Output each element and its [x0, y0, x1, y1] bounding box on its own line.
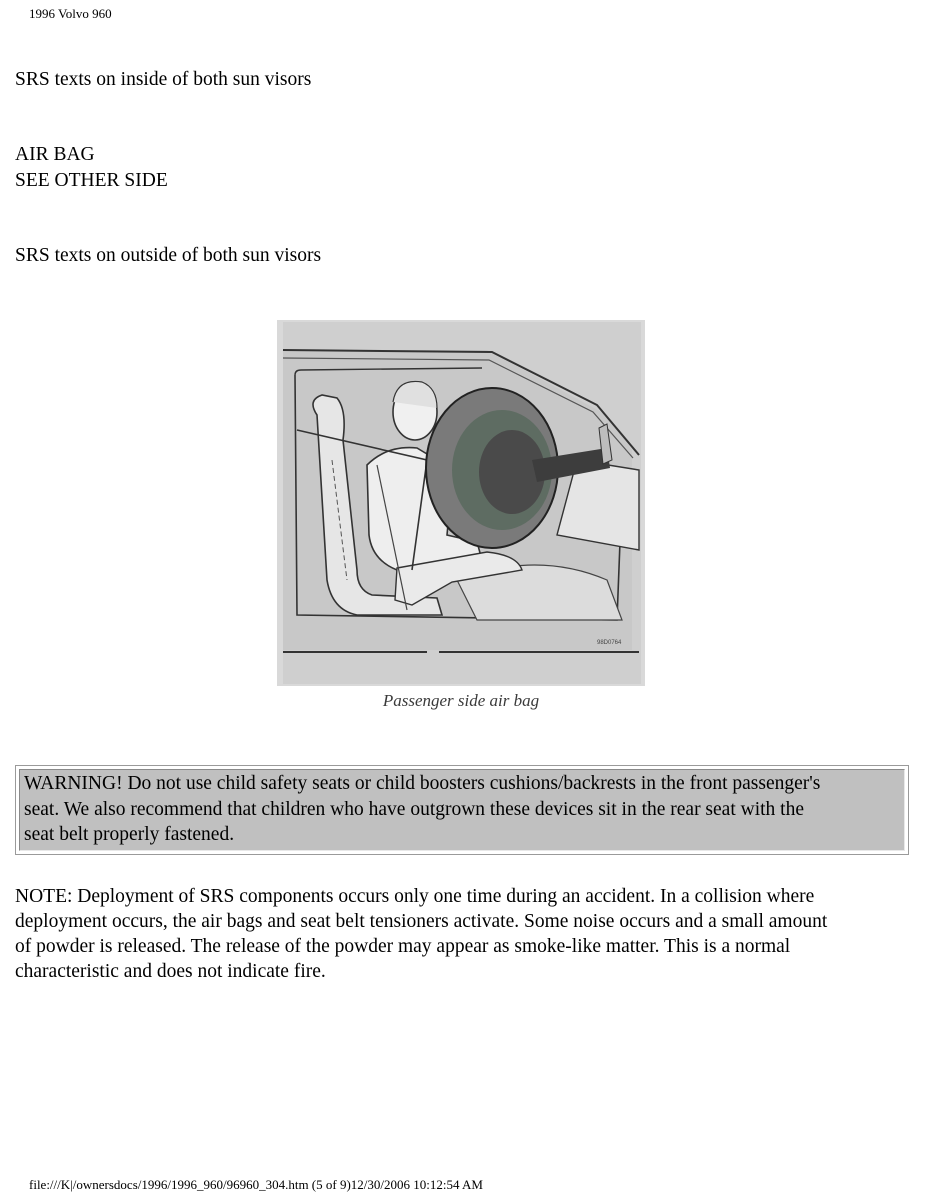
visor-text-line-1: AIR BAG — [15, 144, 95, 165]
note-line-4: characteristic and does not indicate fire. — [15, 961, 326, 982]
warning-box — [15, 765, 909, 855]
figure-code: 98D0764 — [597, 640, 622, 646]
visor-text-line-2: SEE OTHER SIDE — [15, 170, 168, 191]
airbag-drawing — [277, 320, 645, 686]
outside-visor-label: SRS texts on outside of both sun visors — [15, 245, 322, 266]
figure-caption: Passenger side air bag — [382, 691, 540, 710]
document-header: 1996 Volvo 960 — [29, 6, 112, 21]
warning-line-2: seat. We also recommend that children who have outgrown these devices sit in the rear seat with the — [24, 798, 804, 820]
document-footer-path: file:///K|/ownersdocs/1996/1996_960/96960_304.htm (5 of 9)12/30/2006 10:12:54 AM — [29, 1177, 483, 1192]
passenger-airbag-illustration — [277, 320, 645, 718]
warning-line-1: WARNING! Do not use child safety seats or child boosters cushions/backrests in the front passenger's — [24, 773, 821, 794]
warning-text-area — [19, 769, 905, 851]
inside-visor-label: SRS texts on inside of both sun visors — [15, 69, 312, 90]
note-line-1: NOTE: Deployment of SRS components occurs only one time during an accident. In a collision where — [15, 886, 815, 907]
note-line-3: of powder is released. The release of the powder may appear as smoke-like matter. This is a normal — [15, 936, 791, 957]
warning-line-3: seat belt properly fastened. — [24, 824, 235, 845]
note-line-2: deployment occurs, the air bags and seat belt tensioners activate. Some noise occurs and a small amount — [15, 911, 828, 932]
